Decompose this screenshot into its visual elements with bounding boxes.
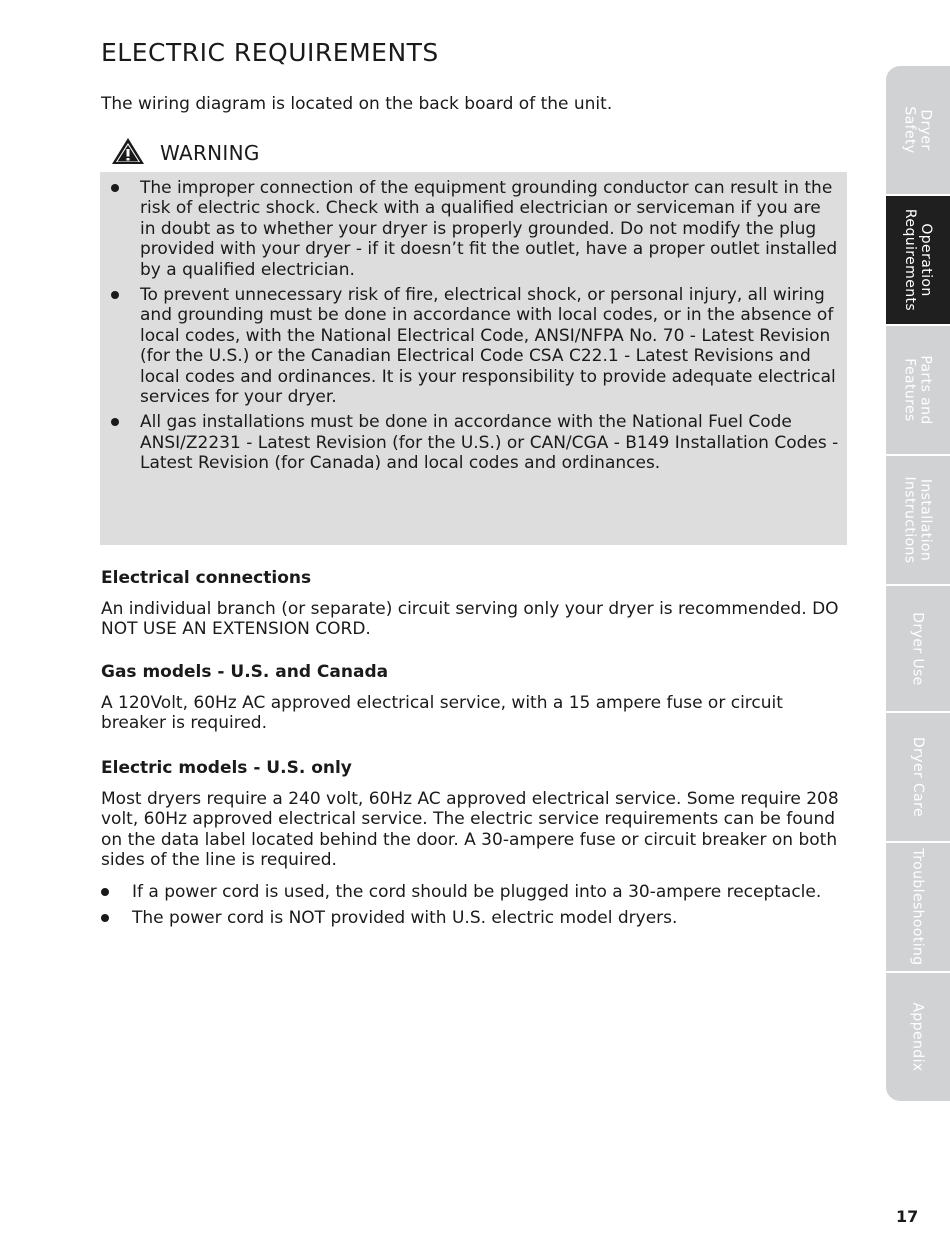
tab-label: Installation Instructions bbox=[902, 476, 934, 564]
section-heading: Electrical connections bbox=[101, 568, 312, 588]
tab-label: Dryer Care bbox=[910, 736, 926, 818]
intro-text: The wiring diagram is located on the back board of the unit. bbox=[101, 94, 613, 114]
tab-label: Dryer Safety bbox=[902, 106, 934, 154]
warning-label: WARNING bbox=[160, 141, 260, 165]
tab-appendix[interactable] bbox=[886, 973, 950, 1101]
warning-item-text: The improper connection of the equipment grounding conductor can result in the risk of electric shock. Check with a qualified electrician or serviceman if you are in doubt as to whether your dryer is properly grounded. Do not modify the plug provided with your dryer - if it doesn’t fit the outlet, have a proper outlet installed by a qualified electrician. bbox=[140, 178, 838, 280]
list-item-text: If a power cord is used, the cord should be plugged into a 30-ampere receptacle. bbox=[132, 882, 822, 902]
section-electrical-connections bbox=[101, 568, 851, 640]
tab-dryer-safety[interactable] bbox=[886, 66, 950, 194]
tab-dryer-use[interactable] bbox=[886, 586, 950, 711]
warning-triangle-icon bbox=[110, 136, 146, 170]
section-gas-models bbox=[101, 662, 851, 734]
list-item bbox=[101, 882, 851, 902]
bullet-icon bbox=[101, 914, 109, 922]
electric-bullet-list bbox=[101, 882, 851, 935]
section-body: Most dryers require a 240 volt, 60Hz AC approved electrical service. Some require 208 volt, 60Hz approved electrical service. The electric service requirements can be found on the data label located behind the door. A 30-ampere fuse or circuit breaker on both sides of the line is required. bbox=[101, 789, 839, 871]
bullet-icon bbox=[111, 184, 119, 192]
warning-item bbox=[100, 178, 839, 280]
section-electric-models bbox=[101, 758, 851, 871]
tab-dryer-care[interactable] bbox=[886, 713, 950, 841]
tab-label: Operation Requirements bbox=[902, 208, 935, 312]
warning-item-text: All gas installations must be done in accordance with the National Fuel Code ANSI/Z2231 - Latest Revision (for the U.S.) or CAN/CGA - B149 Installation Codes - Latest Revision (for Canada) and local codes and ordinances. bbox=[140, 412, 839, 474]
tab-troubleshooting[interactable] bbox=[886, 843, 950, 971]
warning-item bbox=[100, 412, 839, 473]
tab-label: Appendix bbox=[910, 1002, 927, 1072]
warning-item bbox=[100, 285, 839, 407]
bullet-icon bbox=[111, 418, 119, 426]
tab-installation-instructions[interactable] bbox=[886, 456, 950, 584]
page-number: 17 bbox=[896, 1207, 919, 1226]
tab-parts-and-features[interactable] bbox=[886, 326, 950, 454]
bullet-icon bbox=[101, 888, 109, 896]
tab-operation-requirements[interactable] bbox=[886, 196, 950, 324]
warning-box bbox=[100, 172, 847, 545]
section-heading: Electric models - U.S. only bbox=[101, 758, 352, 778]
bullet-icon bbox=[111, 291, 119, 299]
section-heading: Gas models - U.S. and Canada bbox=[101, 662, 389, 682]
tab-label: Dryer Use bbox=[910, 611, 926, 686]
section-body: A 120Volt, 60Hz AC approved electrical service, with a 15 ampere fuse or circuit breaker is required. bbox=[101, 693, 783, 734]
tab-label: Troubleshooting bbox=[910, 848, 926, 966]
list-item-text: The power cord is NOT provided with U.S. electric model dryers. bbox=[132, 908, 678, 929]
tab-label: Parts and Features bbox=[902, 355, 935, 425]
list-item bbox=[101, 908, 851, 928]
warning-item-text: To prevent unnecessary risk of fire, electrical shock, or personal injury, all wiring and grounding must be done in accordance with local codes, or in the absence of local codes, with the National Electrical Code, ANSI/NFPA No. 70 - Latest Revision (for the U.S.) or the Canadian Electrical Code CSA C22.1 - Latest Revisions and local codes and ordinances. It is your responsibility to provide adequate electrical services for your dryer. bbox=[140, 285, 836, 408]
page-title: ELECTRIC REQUIREMENTS bbox=[101, 38, 439, 67]
section-body: An individual branch (or separate) circuit serving only your dryer is recommended. DO NOT USE AN EXTENSION CORD. bbox=[101, 599, 839, 640]
warning-header bbox=[110, 138, 260, 168]
